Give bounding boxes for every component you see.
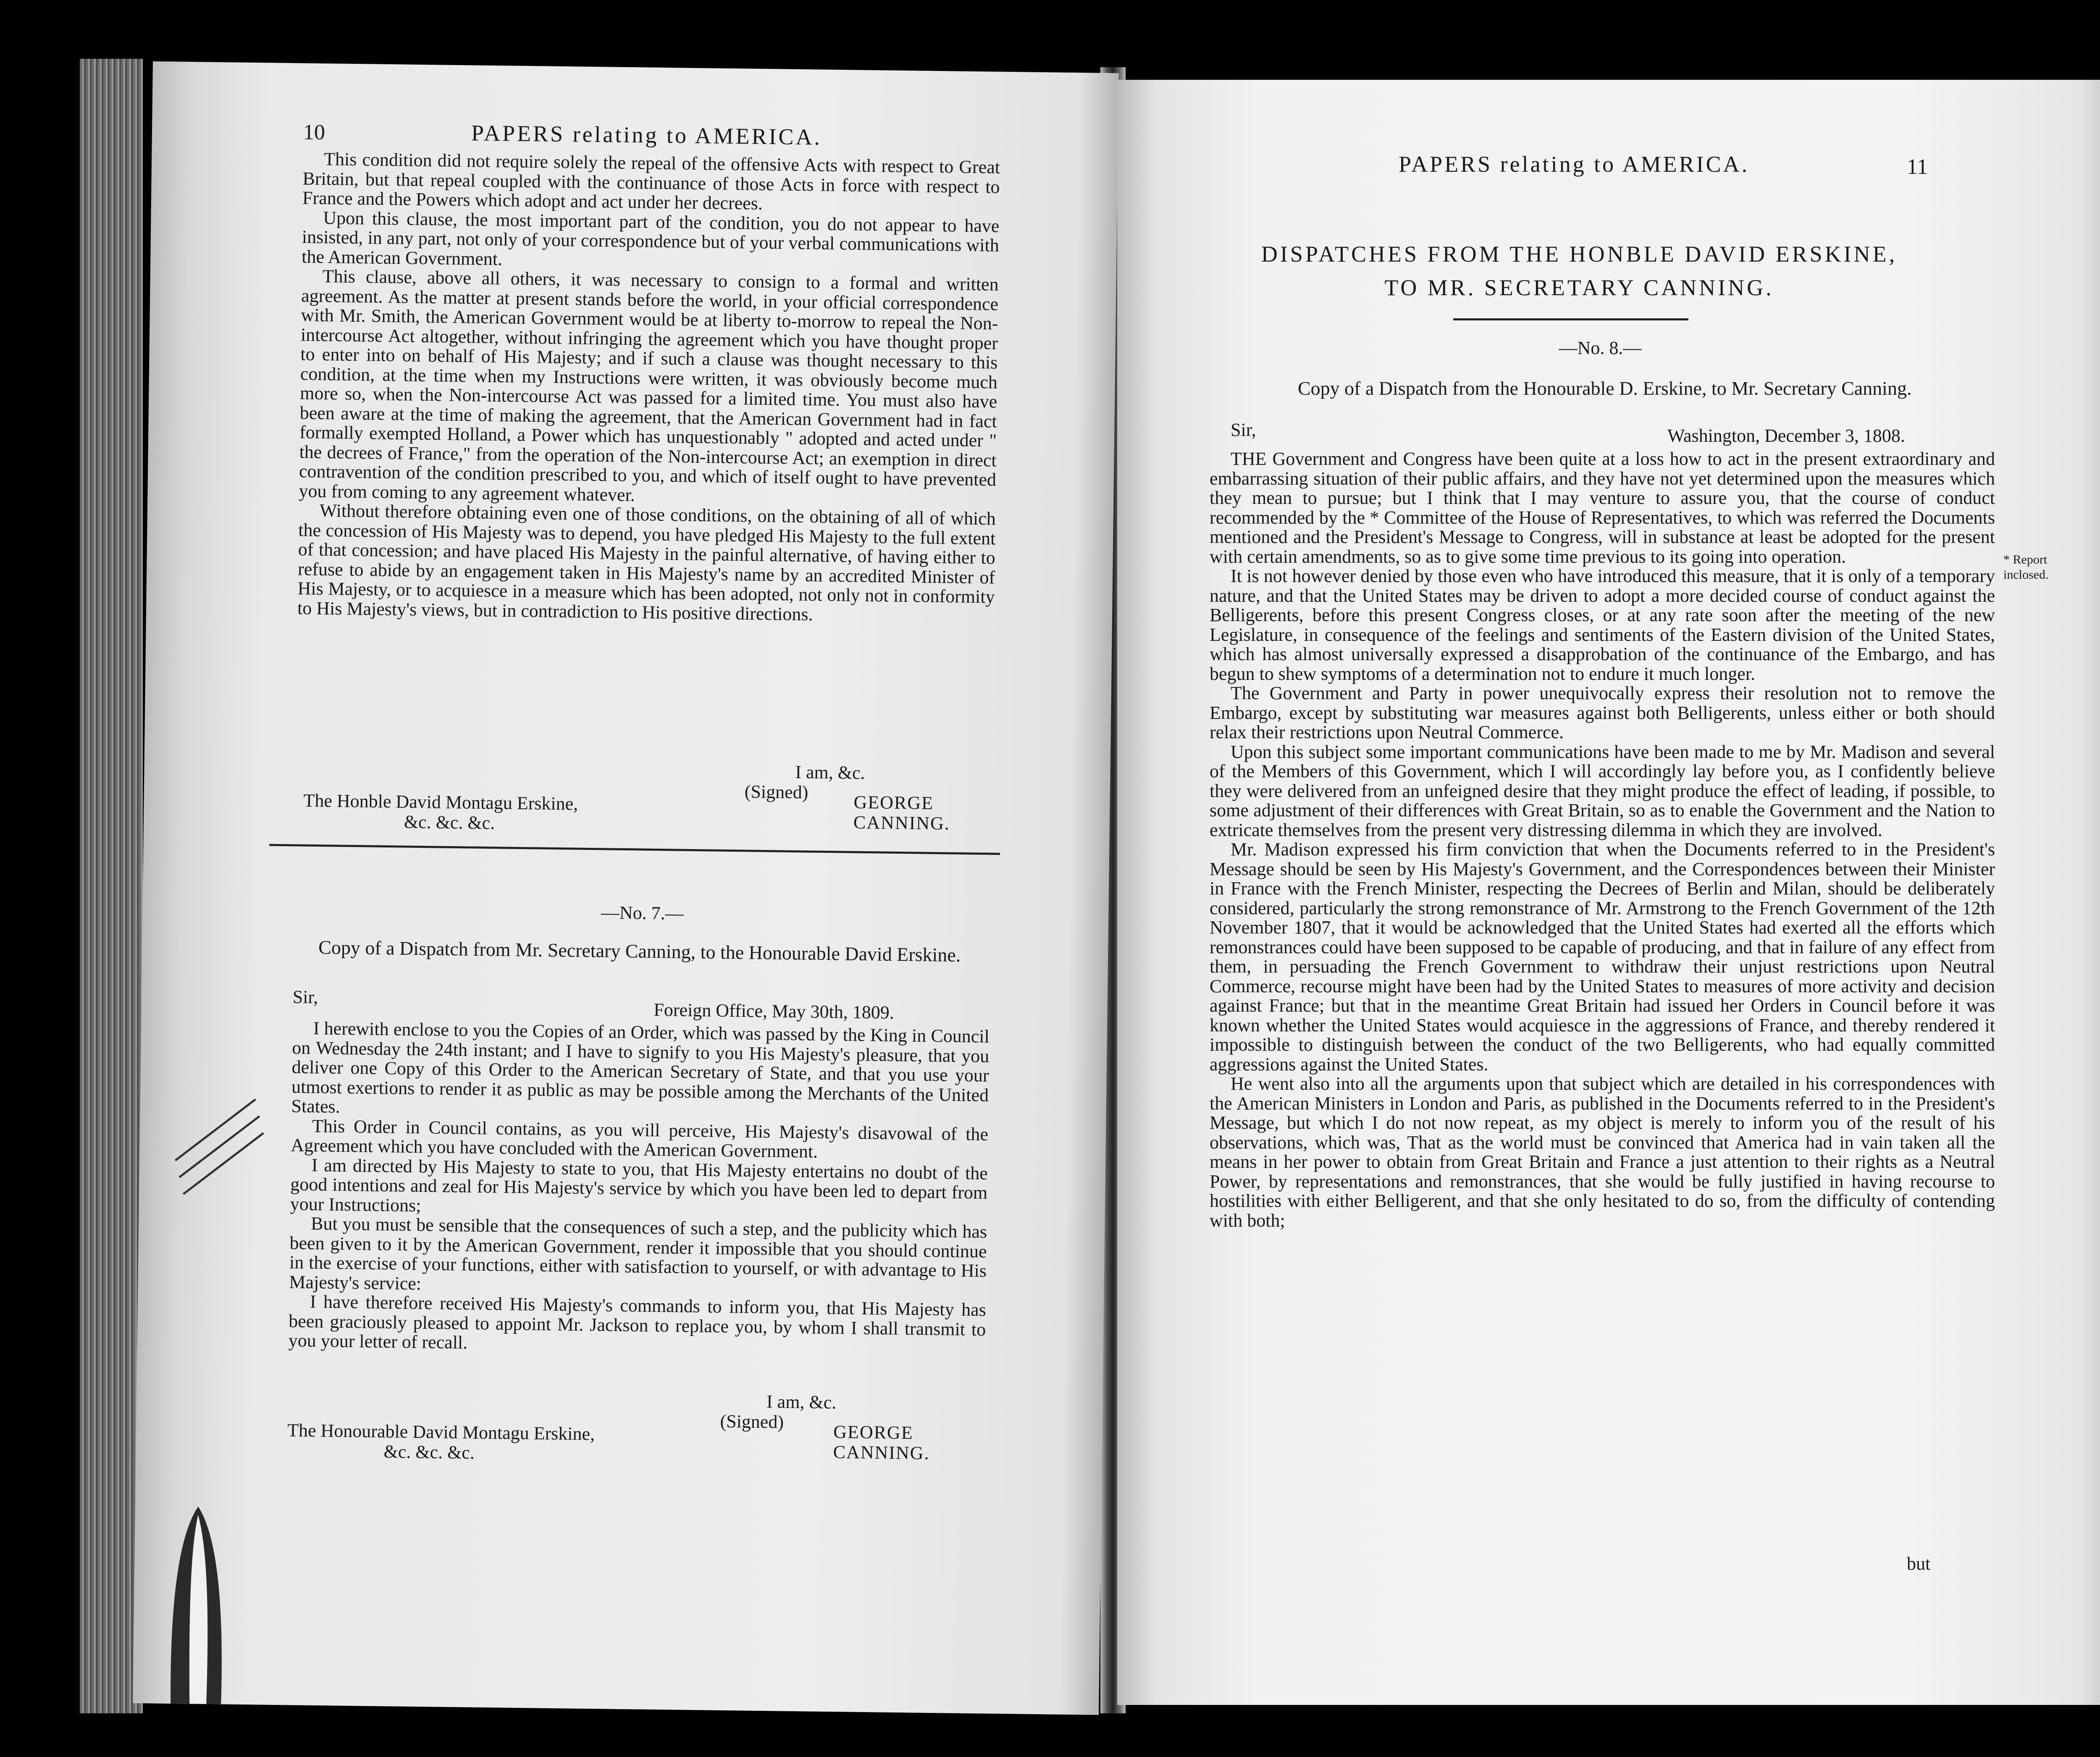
paragraph: I herewith enclose to you the Copies of an Order, which was passed by the King in Council on Wednesday the 24th instant; and I have to signify to you His Majesty's pleasure, that you deliver one Copy of this Order to the American Secretary of State, and that you use your utmost exertions to render it as public as may be possible among the Merchants of the United States. [291,1017,990,1117]
signer-name: GEORGE CANNING. [833,1421,930,1463]
closing-i-am: I am, &c. [766,1391,837,1413]
book-left-edge [80,59,143,1713]
signer-name: GEORGE CANNING. [853,792,950,834]
addressee: The Honble David Montagu Erskine, [303,790,578,814]
paragraph: He went also into all the arguments upon that subject which are detailed in his correspondences with the American Ministers in London and Paris, as published in the Documents referred to in the President's Message, but which I do not now repeat, as my object is merely to inform you of the result of his observations, which was, That as the world must be convinced that America had in vain taken all the means in her power to obtain from Great Britain and France a just attention to their rights as a Neutral Power, by representations and remonstrances, that she would be fully justified in having recourse to hostilities with either Belligerent, and that she only hesitated to do so, from the difficulty of contending with both; [1210,1073,1995,1231]
running-head: PAPERS relating to AMERICA. [1399,152,1750,177]
page-number: 10 [303,120,326,145]
closing-block-2 [287,1386,985,1470]
running-head: PAPERS relating to AMERICA. [471,120,822,150]
closing-i-am: I am, &c. [795,761,865,783]
dispatch-number: —No. 7.— [601,902,684,924]
dispatch-title: Copy of a Dispatch from the Honourable D. Erskine, to Mr. Secretary Canning. [1298,378,1912,399]
binder-clip-icon [150,1506,244,1705]
paragraph: Without therefore obtaining even one of those conditions, on the obtaining of all of which the concession of His Majesty was to depend, you have pledged His Majesty to the full extent of that concession; and have placed His Majesty in the painful alternative, of having either to refuse to abide by an engagement taken in His Majesty's name by an accredited Minister of His Majesty, or to acquiesce in a measure which has been adopted, not only not in conformity to His Majesty's views, but in contradiction to His positive directions. [297,500,996,624]
paragraph: I am directed by His Majesty to state to you, that His Majesty entertains no doubt of the good intentions and zeal for His Majesty's service by which you have been led to depart from your Instructions; [290,1154,988,1216]
paragraph: Upon this subject some important communications have been made to me by Mr. Madison and several of the Members of this Government, which I will accordingly lay before you, as I confidently believe they were delivered from an unfeigned desire that they might produce the effect of leading, if possible, to some adjustment of their differences with Great Britain, so as to enable the Government and the Nation to extricate themselves from the present very distressing dilemma in which they are involved. [1210,741,1995,840]
left-page [133,61,1119,1715]
dispatch-number: —No. 8.— [1559,338,1642,358]
addressee-etc: &c. &c. &c. [404,811,495,834]
salutation: Sir, [292,986,318,1008]
closing-signed: (Signed) [720,1411,784,1432]
catchword: but [1907,1553,1931,1574]
paragraph: This clause, above all others, it was necessary to consign to a formal and written agreement. As the matter at present stands before the world, in your official correspondence with Mr. Smith, the American Government would be at liberty to-morrow to repeal the Non-intercourse Act altogether, without infringing the agreement which you have thought proper to enter into on behalf of His Majesty; and if such a clause was thought necessary to this condition, at the time when my Instructions were written, it was obviously become much more so, when the Non-intercourse Act was passed for a limited time. You must also have been aware at the time of making the agreement, that the American Government had in fact formally exempted Holland, a Power which has unquestionably " adopted and acted under " the decrees of France," from the operation of the Non-intercourse Act; an exemption in direct contravention of the condition prescribed to you, and which of itself ought to have prevented you from coming to any agreement whatever. [299,266,999,505]
closing-block-1 [295,756,993,840]
closing-signed: (Signed) [744,781,808,803]
dispatch-heading-line1: DISPATCHES FROM THE HONBLE DAVID ERSKINE, [1261,241,1898,267]
dispatch-heading-line2: TO MR. SECRETARY CANNING. [1384,275,1774,300]
addressee: The Honourable David Montagu Erskine, [287,1420,595,1445]
paragraph: THE Government and Congress have been quite at a loss how to act in the present extraordinary and embarrassing situation of their public affairs, and they have not yet determined upon the measures which they mean to pursue; but I think that I may venture to assure you, that the course of conduct recommended by the * Committee of the House of Representatives, to which was referred the Documents mentioned and the President's Message to Congress, will in substance at least be adopted for the present with certain amendments, so as to give some time previous to its going into operation. [1210,448,1995,567]
dateline: Washington, December 3, 1808. [1667,425,1905,446]
paragraph: This Order in Council contains, as you will perceive, His Majesty's disavowal of the Agreement which you have concluded with the American Government. [291,1115,989,1162]
page-number: 11 [1907,155,1928,179]
paragraph: Upon this clause, the most important part of the condition, you do not appear to have insisted, in any part, not only of your correspondence but of your verbal communications with the American Government. [302,207,1000,269]
salutation: Sir, [1231,420,1256,440]
paragraph: The Government and Party in power unequivocally express their resolution not to remove the Embargo, except by substituting war measures against both Belligerents, unless either or both should relax their restrictions upon Neutral Commerce. [1210,683,1995,742]
dispatch-title: Copy of a Dispatch from Mr. Secretary Canning, to the Honourable David Erskine. [318,936,961,966]
paragraph: It is not however denied by those even who have introduced this measure, that it is only of a temporary nature, and that the United States may be driven to adopt a more decided course of conduct against the Belligerents, before this present Congress closes, or at any rate soon after the meeting of the new Legislature, in consequence of the feelings and sentiments of the Eastern division of the United States, which has almost universally expressed a disapprobation of the continuance of the Embargo, and has begun to shew symptoms of a determination not to endure it much longer. [1210,566,1995,684]
dispatch-no7-heading [294,899,991,927]
addressee-etc: &c. &c. &c. [383,1441,475,1463]
dispatch-salutation-line [1231,420,2008,445]
dispatch-body-no7 [288,1018,990,1359]
paragraph: Mr. Madison expressed his firm conviction that when the Documents referred to in the President's Message should be seen by His Majesty's Government, and the Correspondences between their Minister in France with the French Minister, respecting the Decrees of Berlin and Milan, should be deliberately considered, particularly the strong remonstrance of Mr. Armstrong to the French Government of the 12th November 1807, that it would be acknowledged that the United States had exerted all the efforts which remonstrances could have been supposed to be capable of producing, and that in failure of any effect from them, in persuading the French Government to withdraw their unjust restrictions upon Neutral Commerce, recourse might have been had by the United States to measures of more activity and decision against France; but that in the meantime Great Britain had issued her Orders in Council before it was known whether the United States would acquiesce in the aggressions of France, and thereby rendered it impossible to distinguish between the conduct of the two Belligerents, who had equally committed aggressions against the United States. [1210,839,1995,1075]
paragraph: But you must be sensible that the consequences of such a step, and the publicity which has been given to it by the American Government, render it impossible that you should continue in the exercise of your functions, either with satisfaction to yourself, or with advantage to His Majesty's service: [289,1213,987,1294]
paragraph: I have therefore received His Majesty's commands to inform you, that His Majesty has been graciously pleased to appoint Mr. Jackson to replace you, by whom I shall transmit to you your letter of recall. [288,1291,987,1353]
margin-pen-stroke [175,1099,256,1161]
heading-rule [1453,318,1688,320]
dispatch-body-top [297,149,1000,626]
dispatch-no8-heading [1201,338,1999,358]
section-divider [269,844,1000,855]
right-page [1117,80,2100,1705]
dispatch-body-no8 [1210,449,1995,1230]
dispatch-salutation-line [292,986,990,1023]
paragraph: This condition did not require solely the repeal of the offensive Acts with respect to Great Britain, but that repeal coupled with the continuance of those Acts in force with respect to France and the Powers which adopt and act under her decrees. [302,149,1000,214]
margin-note: * Report inclosed. [2003,553,2049,582]
dateline: Foreign Office, May 30th, 1809. [654,999,895,1023]
